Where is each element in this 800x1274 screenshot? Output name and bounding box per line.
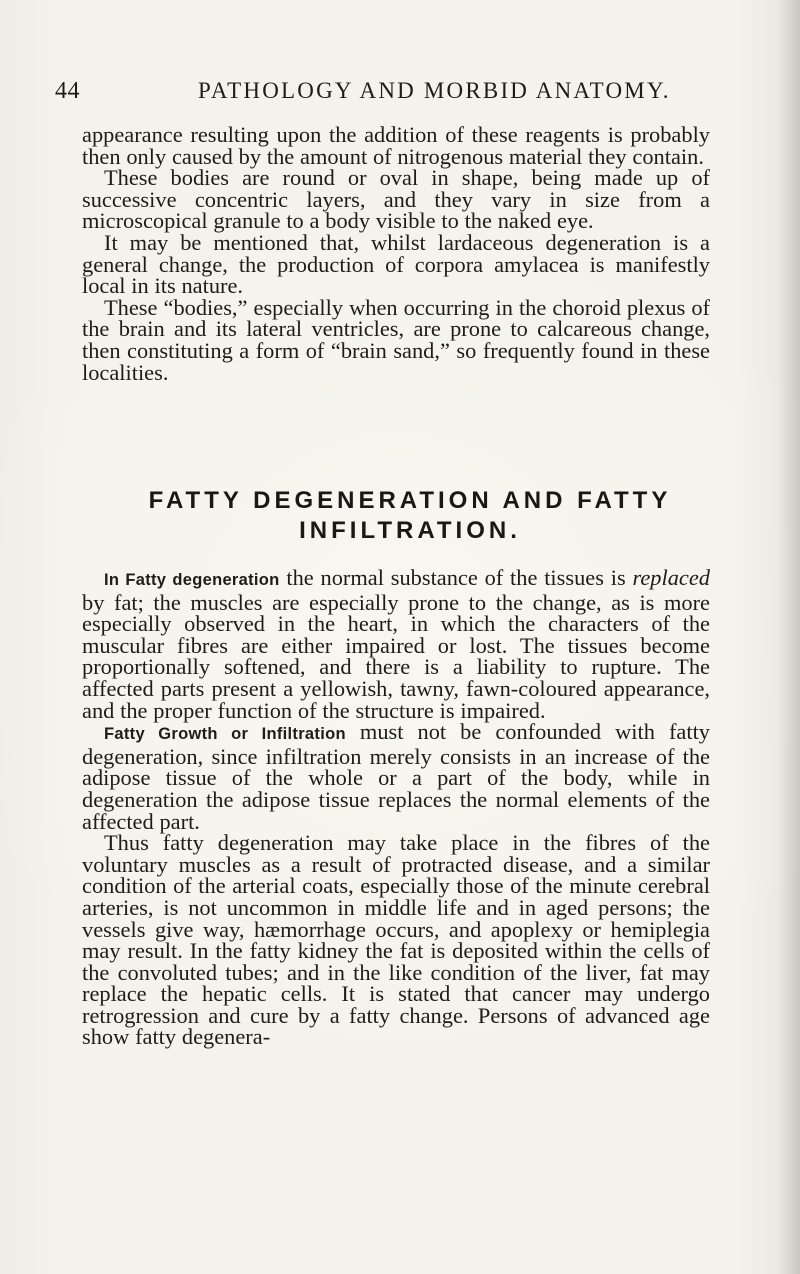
paragraph-fatty-degeneration (82, 567, 710, 721)
paragraph-text: by fat; the muscles are especially prone to the change, as is more especially observed in the heart, in which the characters of the muscular fibres are either impaired or lost. The tissues become proportionally softened, and there is a liability to rupture. The affected parts present a yellowish, tawny, fawn-coloured appearance, and the proper function of the structure is impaired. (82, 589, 710, 723)
paragraph-fatty-examples: Thus fatty degeneration may take place in the fibres of the voluntary muscles as a result of protracted disease, and a similar condition of the arterial coats, especially those of the minute cerebral arteries, is not uncommon in middle life and in aged persons; the vessels give way, hæmorrhage occurs, and apoplexy or hemiplegia may result. In the fatty kidney the fat is deposited within the cells of the convoluted tubes; and in the like condition of the liver, fat may replace the hepatic cells. It is stated that cancer may undergo retrogression and cure by a fatty change. Persons of advanced age show fatty degenera- (82, 830, 710, 1050)
paragraph-lead-term: In Fatty degeneration (104, 571, 280, 589)
main-text-block (82, 567, 710, 1048)
paragraph-lead-term: Fatty Growth or Infiltration (104, 725, 346, 744)
top-text-block (82, 124, 710, 383)
paragraph-fatty-growth (82, 721, 710, 832)
paragraph-bodies-shape: These bodies are round or oval in shape, being made up of successive concentric layers, and they vary in size from a microscopical granule to a body visible to the naked eye. (82, 165, 710, 234)
page-edge-shadow (778, 0, 800, 1274)
paragraph-text: the normal substance of the tissues is (279, 565, 633, 590)
section-heading-line-2: INFILTRATION. (299, 517, 521, 544)
paragraph-continued: appearance resulting upon the addition of these reagents is probably then only caused by the amount of nitrogenous material they contain. (82, 122, 710, 169)
italic-emphasis: replaced (632, 565, 710, 590)
page-number: 44 (55, 78, 80, 104)
paragraph-brain-sand: These “bodies,” especially when occurring in the choroid plexus of the brain and its lateral ventricles, are prone to calcareous change, then constituting a form of “brain sand,” so frequently found in these localities. (82, 294, 710, 385)
paragraph-lardaceous-note: It may be mentioned that, whilst lardaceous degeneration is a general change, the production of corpora amylacea is manifestly local in its nature. (82, 229, 710, 299)
section-heading-line-1: FATTY DEGENERATION AND FATTY (148, 487, 672, 514)
running-title: PATHOLOGY AND MORBID ANATOMY. (198, 78, 671, 103)
paragraph-text: must not be confounded with fatty degeneration, since infiltration merely consists in an increase of the adipose tissue of the whole or a part of the body, while in degeneration the adipose tissue replaces the normal elements of the affected part. (82, 719, 710, 834)
